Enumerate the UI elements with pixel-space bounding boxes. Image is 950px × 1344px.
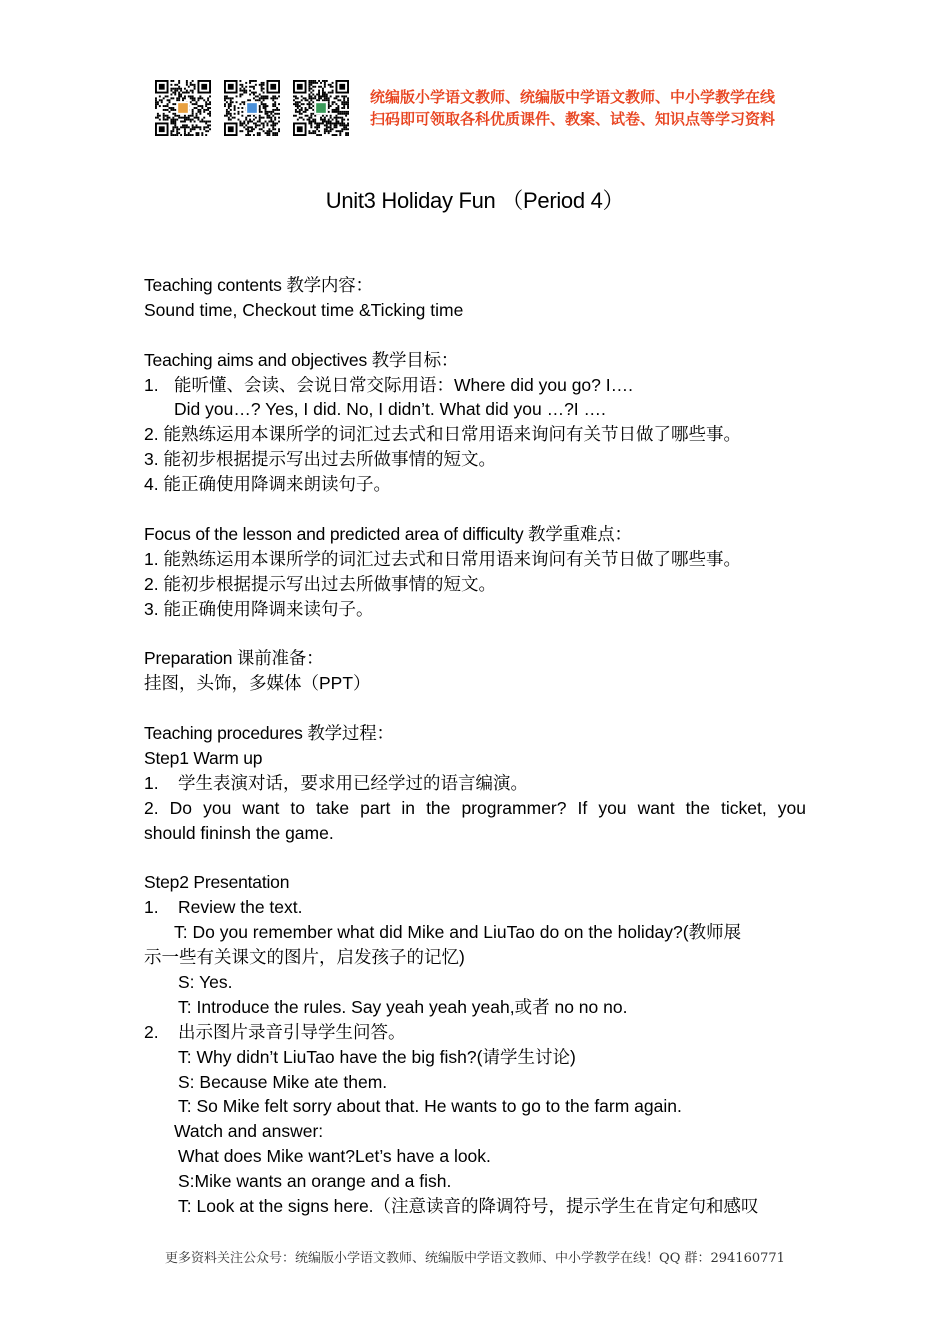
- step2-item-text: 出示图片录音引导学生问答。: [178, 1021, 406, 1042]
- promo-line-1: 统编版小学语文教师、统编版中学语文教师、中小学教学在线: [370, 88, 776, 106]
- promo-line-2: 扫码即可领取各科优质课件、教案、试卷、知识点等学习资料: [370, 110, 776, 128]
- preparation-heading: Preparation 课前准备：: [144, 648, 324, 669]
- step1-item-1: [144, 771, 806, 796]
- qr-code-2[interactable]: [224, 80, 280, 136]
- step2-item-number: 1.: [144, 897, 159, 918]
- dialogue-line: T: Look at the signs here.（注意读音的降调符号，提示学生在肯定句和感叹: [178, 1195, 759, 1216]
- aims-item-4: [144, 472, 806, 497]
- aims-item-number: 2.: [144, 424, 159, 445]
- focus-item: 3. 能正确使用降调来读句子。: [144, 598, 374, 619]
- dialogue-line: S: Yes.: [178, 971, 233, 992]
- focus-heading: Focus of the lesson and predicted area of difficulty 教学重难点：: [144, 523, 632, 544]
- preparation-text: 挂图，头饰，多媒体（PPT）: [144, 673, 371, 694]
- promo-text: [370, 86, 775, 130]
- contents-heading: Teaching contents 教学内容：: [144, 275, 373, 295]
- aims-item-number: 1.: [144, 374, 159, 395]
- step2-item-text: Review the text.: [178, 897, 303, 918]
- step1-item-2: 2. Do you want to take part in the programmer? If you want the ticket, you: [144, 797, 806, 818]
- step2-item-2: [144, 1020, 806, 1045]
- qr-code-3[interactable]: [293, 80, 349, 136]
- step1-heading: Step1 Warm up: [144, 747, 263, 768]
- step2-heading: Step2 Presentation: [144, 872, 290, 893]
- focus-item: 1. 能熟练运用本课所学的词汇过去式和日常用语来询问有关节日做了哪些事。: [144, 548, 741, 569]
- aims-item-1: [144, 373, 806, 398]
- dialogue-line: Watch and answer:: [174, 1121, 324, 1142]
- aims-heading: Teaching aims and objectives 教学目标：: [144, 349, 459, 370]
- aims-item-3: [144, 447, 806, 472]
- aims-item-number: 4.: [144, 474, 159, 495]
- step1-item-2-cont: should fininsh the game.: [144, 822, 334, 843]
- aims-item-number: 3.: [144, 449, 159, 470]
- lesson-plan-body: [144, 273, 806, 1219]
- dialogue-line: T: So Mike felt sorry about that. He wants to go to the farm again.: [178, 1096, 682, 1117]
- step2-item-number: 2.: [144, 1021, 159, 1042]
- header: [155, 80, 815, 136]
- dialogue-line: T: Why didn’t LiuTao have the big fish?(请学生讨论): [178, 1046, 576, 1067]
- aims-item-text: 能熟练运用本课所学的词汇过去式和日常用语来询问有关节日做了哪些事。: [163, 424, 741, 445]
- qr-icon: [224, 80, 280, 136]
- dialogue-line: S:Mike wants an orange and a fish.: [178, 1171, 452, 1192]
- dialogue-line: S: Because Mike ate them.: [178, 1071, 388, 1092]
- contents-text: Sound time, Checkout time &Ticking time: [144, 299, 464, 320]
- qr-code-1[interactable]: [155, 80, 211, 136]
- aims-item-1-cont: Did you…? Yes, I did. No, I didn’t. What did you …?I ….: [174, 399, 606, 420]
- step2-item-1: [144, 895, 806, 920]
- qr-icon: [293, 80, 349, 136]
- aims-item-2: [144, 422, 806, 447]
- step1-item-text: 学生表演对话，要求用已经学过的语言编演。: [178, 772, 528, 793]
- focus-item: 2. 能初步根据提示写出过去所做事情的短文。: [144, 573, 496, 594]
- dialogue-line: T: Do you remember what did Mike and LiuTao do on the holiday?(教师展: [174, 922, 742, 943]
- dialogue-line: What does Mike want?Let’s have a look.: [178, 1146, 491, 1167]
- dialogue-line: T: Introduce the rules. Say yeah yeah yeah,或者 no no no.: [178, 996, 628, 1017]
- step1-item-number: 1.: [144, 772, 159, 793]
- aims-item-text: 能初步根据提示写出过去所做事情的短文。: [163, 449, 496, 470]
- page-title: Unit3 Holiday Fun （Period 4）: [325, 188, 625, 213]
- dialogue-line-cont: 示一些有关课文的图片，启发孩子的记忆): [144, 947, 465, 968]
- aims-item-text: 能听懂、会读、会说日常交际用语：Where did you go? I….: [174, 374, 633, 395]
- procedures-heading: Teaching procedures 教学过程：: [144, 723, 394, 744]
- footer-text: 更多资料关注公众号：统编版小学语文教师、统编版中学语文教师、中小学教学在线！QQ 群：294160771: [165, 1251, 785, 1266]
- qr-icon: [155, 80, 211, 136]
- aims-item-text: 能正确使用降调来朗读句子。: [163, 474, 391, 495]
